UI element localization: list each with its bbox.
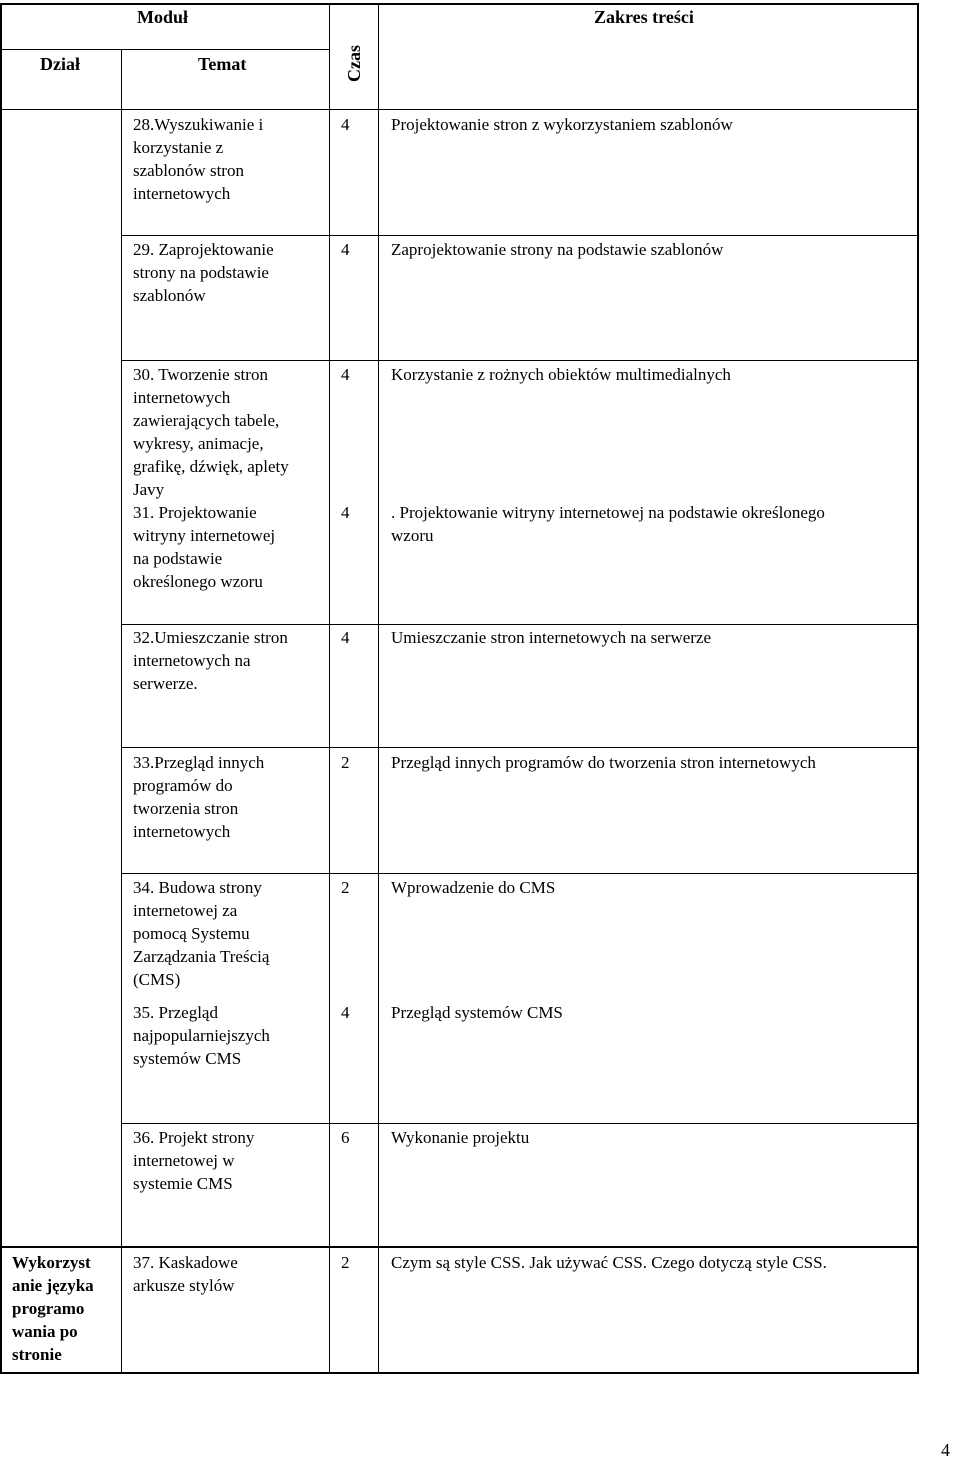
header-czas: Czas [343, 44, 364, 82]
row-33-czas: 2 [341, 753, 350, 772]
row-32-tresc: Umieszczanie stron internetowych na serwerze [391, 628, 712, 647]
row-32-czas: 4 [341, 628, 350, 647]
row-37-temat: 37. Kaskadowe arkusze stylów [133, 1253, 238, 1295]
header-modul: Moduł [137, 7, 189, 27]
row-30-tresc: Korzystanie z rożnych obiektów multimedialnych [391, 365, 731, 384]
row-29-tresc: Zaprojektowanie strony na podstawie szablonów [391, 240, 724, 259]
row-35-czas: 4 [341, 1003, 350, 1022]
row-31-czas: 4 [341, 503, 350, 522]
row-29-czas: 4 [341, 240, 350, 259]
row-37-czas: 2 [341, 1253, 350, 1272]
header-temat: Temat [198, 54, 247, 74]
page-number: 4 [941, 1440, 950, 1460]
header-dzial: Dział [40, 54, 80, 74]
row-36-tresc: Wykonanie projektu [391, 1128, 530, 1147]
row-36-temat: 36. Projekt strony internetowej w systemie CMS [133, 1128, 255, 1193]
row-33-temat: 33.Przegląd innych programów do tworzenia stron internetowych [133, 753, 265, 841]
row-34-czas: 2 [341, 878, 350, 897]
row-35-tresc: Przegląd systemów CMS [391, 1003, 563, 1022]
row-29-temat: 29. Zaprojektowanie strony na podstawie szablonów [133, 240, 274, 305]
row-35-temat: 35. Przegląd najpopularniejszych systemów CMS [133, 1003, 270, 1068]
row-37-dzial: Wykorzyst anie języka programo wania po stronie [12, 1253, 94, 1364]
row-31-temat: 31. Projektowanie witryny internetowej na podstawie określonego wzoru [133, 503, 276, 591]
row-34-tresc: Wprowadzenie do CMS [391, 878, 556, 897]
row-33-tresc: Przegląd innych programów do tworzenia stron internetowych [391, 753, 816, 772]
row-30-temat: 30. Tworzenie stron internetowych zawierających tabele, wykresy, animacje, grafikę, dźwięk, aplety Javy [133, 365, 289, 499]
row-28-tresc: Projektowanie stron z wykorzystaniem szablonów [391, 115, 733, 134]
row-36-czas: 6 [341, 1128, 350, 1147]
header-zakres-tresci: Zakres treści [594, 7, 694, 27]
row-28-temat: 28.Wyszukiwanie i korzystanie z szablonów stron internetowych [133, 115, 264, 203]
row-34-temat: 34. Budowa strony internetowej za pomocą Systemu Zarządzania Treścią (CMS) [133, 878, 270, 989]
row-37-tresc: Czym są style CSS. Jak używać CSS. Czego dotyczą style CSS. [391, 1253, 827, 1272]
row-28-czas: 4 [341, 115, 350, 134]
row-31-tresc: . Projektowanie witryny internetowej na podstawie określonego wzoru [391, 503, 825, 545]
row-32-temat: 32.Umieszczanie stron internetowych na serwerze. [133, 628, 288, 693]
row-30-czas: 4 [341, 365, 350, 384]
